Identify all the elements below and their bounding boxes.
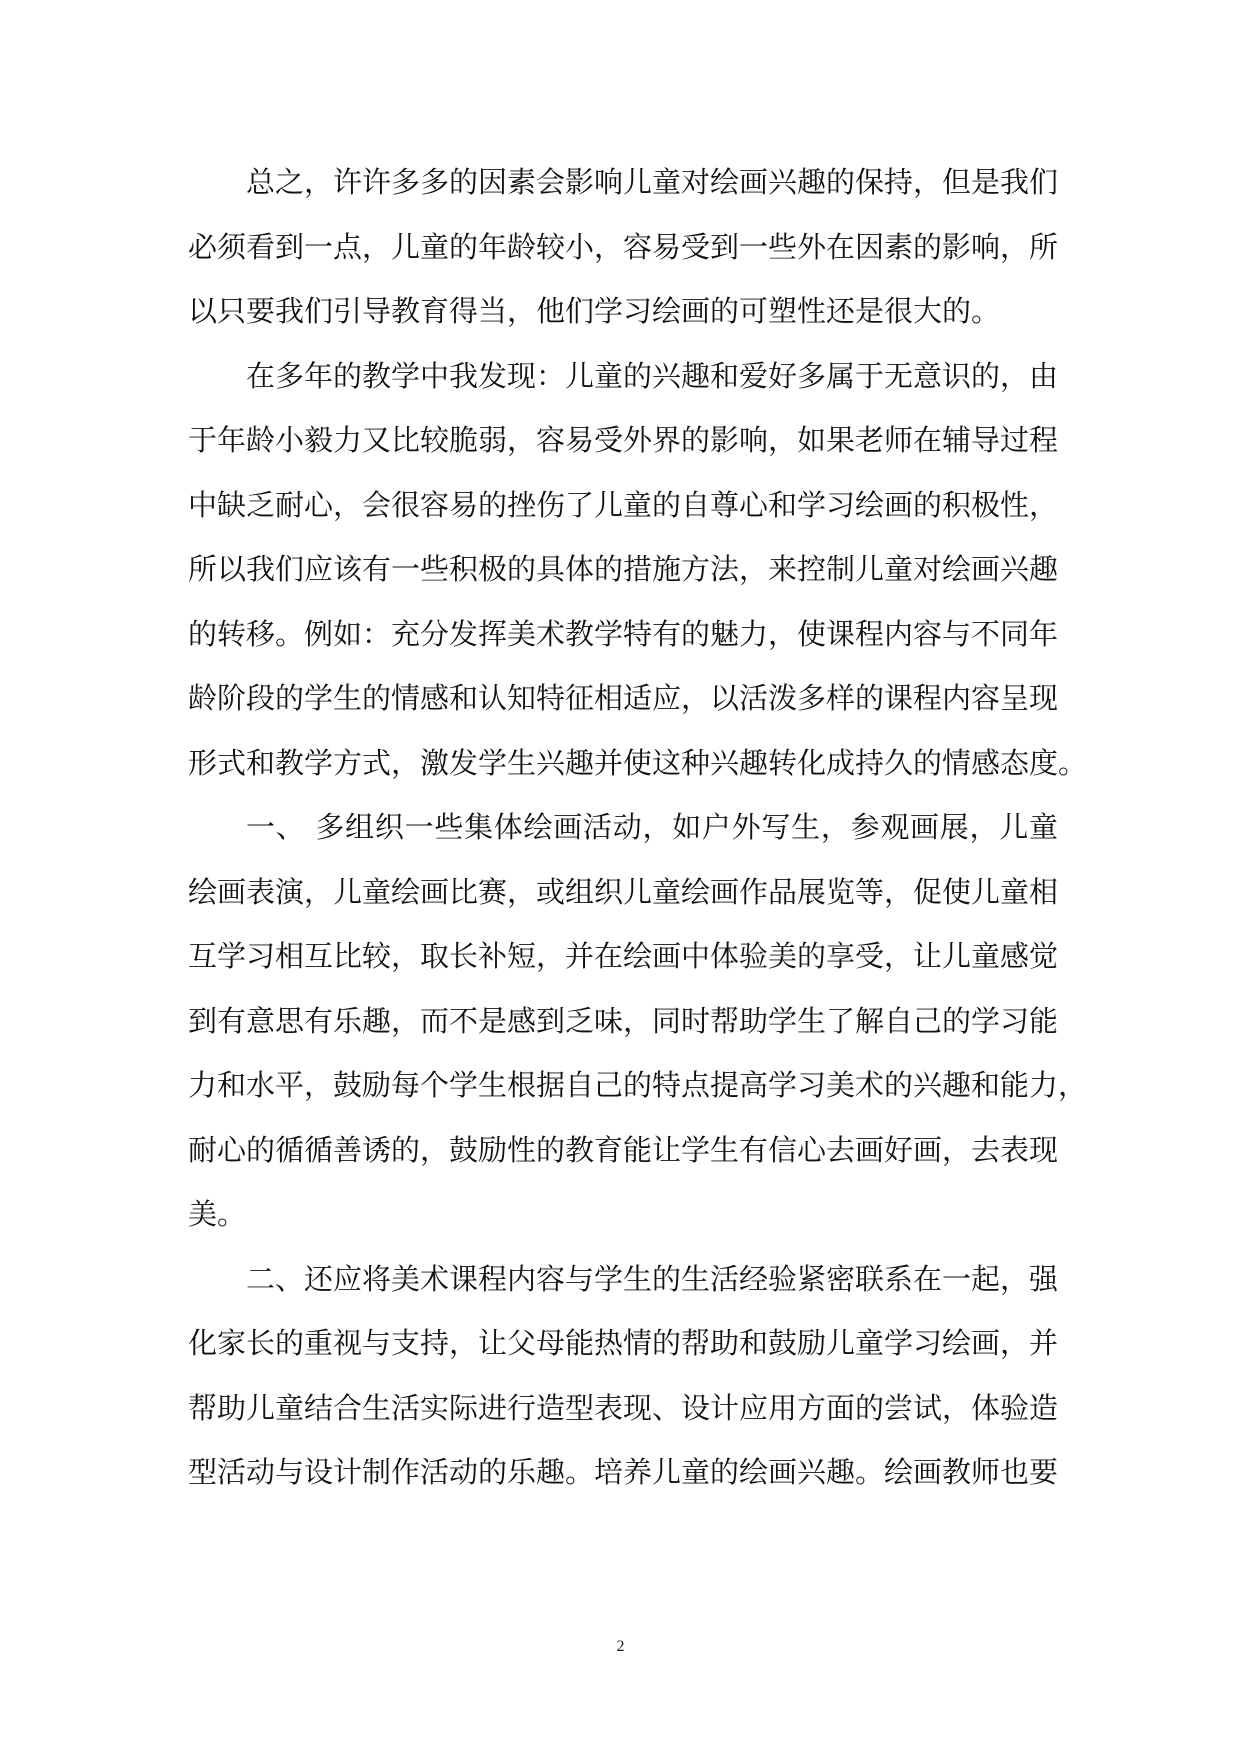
paragraph-3-line-4: 到有意思有乐趣，而不是感到乏味，同时帮助学生了解自己的学习能 (188, 1003, 1059, 1038)
paragraph-3-line-3: 互学习相互比较，取长补短，并在绘画中体验美的享受，让儿童感觉 (188, 939, 1059, 973)
paragraph-1-line-2: 必须看到一点，儿童的年龄较小，容易受到一些外在因素的影响，所 (188, 229, 1059, 264)
paragraph-4-line-4: 型活动与设计制作活动的乐趣。培养儿童的绘画兴趣。绘画教师也要 (188, 1455, 1059, 1489)
paragraph-3-line-1: 一、 多组织一些集体绘画活动，如户外写生，参观画展，儿童 (246, 810, 1058, 844)
paragraph-2-line-4: 所以我们应该有一些积极的具体的措施方法，来控制儿童对绘画兴趣 (188, 552, 1059, 586)
paragraph-2-line-1: 在多年的教学中我发现：儿童的兴趣和爱好多属于无意识的，由 (246, 358, 1059, 393)
paragraph-1-line-1: 总之，许许多多的因素会影响儿童对绘画兴趣的保持，但是我们 (246, 165, 1059, 199)
paragraph-3-line-7: 美。 (188, 1197, 247, 1231)
paragraph-2-line-3: 中缺乏耐心，会很容易的挫伤了儿童的自尊心和学习绘画的积极性， (188, 487, 1059, 522)
paragraph-2-line-2: 于年龄小毅力又比较脆弱，容易受外界的影响，如果老师在辅导过程 (188, 423, 1059, 457)
paragraph-4-line-2: 化家长的重视与支持，让父母能热情的帮助和鼓励儿童学习绘画，并 (188, 1326, 1059, 1360)
paragraph-3-line-6: 耐心的循循善诱的，鼓励性的教育能让学生有信心去画好画，去表现 (188, 1132, 1059, 1167)
paragraph-4-line-1: 二、还应将美术课程内容与学生的生活经验紧密联系在一起，强 (246, 1261, 1059, 1296)
paragraph-3-line-5: 力和水平，鼓励每个学生根据自己的特点提高学习美术的兴趣和能力， (188, 1068, 1088, 1102)
paragraph-2-line-7: 形式和教学方式，激发学生兴趣并使这种兴趣转化成持久的情感态度。 (188, 745, 1088, 780)
page-number: 2 (616, 1638, 625, 1655)
paragraph-4-line-3: 帮助儿童结合生活实际进行造型表现、设计应用方面的尝试，体验造 (188, 1390, 1059, 1425)
paragraph-2-line-6: 龄阶段的学生的情感和认知特征相适应，以活泼多样的课程内容呈现 (188, 681, 1059, 715)
paragraph-3-line-2: 绘画表演，儿童绘画比赛，或组织儿童绘画作品展览等，促使儿童相 (188, 874, 1059, 909)
paragraph-2-line-5: 的转移。例如：充分发挥美术教学特有的魅力，使课程内容与不同年 (188, 616, 1059, 651)
paragraph-1-line-3: 以只要我们引导教育得当，他们学习绘画的可塑性还是很大的。 (188, 294, 1001, 328)
body-text (188, 150, 1088, 1505)
